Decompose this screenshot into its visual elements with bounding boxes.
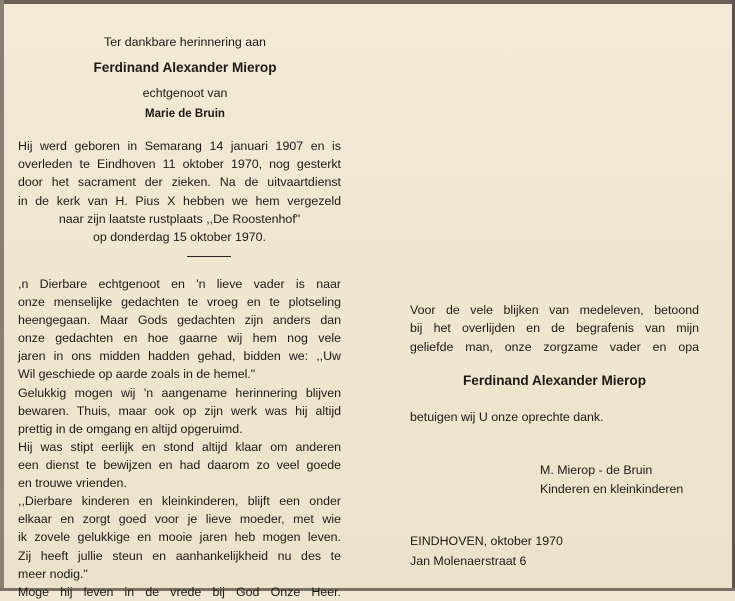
text-line: Zij heeft jullie steun en aanhankelijkheid nu des te [18,549,341,563]
text-line: Moge hij leven in de vrede bij God Onze Heer. [18,585,341,599]
text-line: Hij was stipt eerlijk en stond altijd klaar om anderen [18,440,341,454]
text-line: ,n Dierbare echtgenoot en 'n lieve vader is naar [18,277,341,291]
address: Jan Molenaerstraat 6 [410,554,527,568]
text-line: elkaar en zorgt goed voor je lieve moeder, met wie [18,512,341,526]
text-line: ,,Dierbare kinderen en kleinkinderen, blijft een onder [18,494,341,508]
bio-line: door het sacrament der zieken. Na de uitvaartdienst [18,175,341,189]
card-edge-left [0,0,4,591]
bio-line: overleden te Eindhoven 11 oktober 1970, nog gesterkt [18,157,341,171]
bio-line: Hij werd geboren in Semarang 14 januari 1907 en is [18,139,341,153]
text-line: prettig in de omgang en altijd opgeruimd. [18,422,243,436]
bio-line: in de kerk van H. Pius X hebben we hem vergezeld [18,194,341,208]
intro-line: Ter dankbare herinnering aan [104,35,266,49]
spouse-prefix: echtgenoot van [142,86,228,100]
place-date: EINDHOVEN, oktober 1970 [410,534,563,548]
text-line: onze menselijke gedachten te vroeg en te plotseling [18,295,341,309]
text-line: en trouwe vrienden. [18,476,127,490]
thanks-line: Voor de vele blijken van medeleven, betoond [410,303,699,317]
text-line: bewaren. Thuis, maar ook op zijn werk was hij altijd [18,404,341,418]
text-line: onze gedachten en hoe gaarne wij hem nog vele [18,331,341,345]
spouse-name: Marie de Bruin [145,108,225,120]
text-line: meer nodig." [18,567,88,581]
deceased-name: Ferdinand Alexander Mierop [93,60,277,75]
signature-line: Kinderen en kleinkinderen [540,482,684,496]
text-line: een dienst te bewijzen en had daarom zo veel goede [18,458,341,472]
thanks-line: bij het overlijden en de begrafenis van mijn [410,321,699,335]
thanks-line: geliefde man, onze zorgzame vader en opa [410,340,699,354]
signature-line: M. Mierop - de Bruin [540,463,653,477]
thanks-closing: betuigen wij U onze oprechte dank. [410,410,604,424]
divider-line [187,256,231,257]
text-line: Gelukkig mogen wij 'n aangename herinnering blijven [18,386,341,400]
deceased-name-right: Ferdinand Alexander Mierop [462,373,647,388]
text-line: jaren in ons midden hadden gehad, bidden we: ,,Uw [18,349,341,363]
text-line: heengegaan. Maar Gods gedachten zijn anders dan [18,313,341,327]
text-line: Wil geschiede op aarde zoals in de hemel." [18,367,256,381]
bio-line: op donderdag 15 oktober 1970. [93,230,266,244]
bio-line: naar zijn laatste rustplaats ,,De Roostenhof" [58,212,301,226]
card-edge-top [0,0,735,4]
text-line: ik zovele gelukkige en mooie jaren heb mogen leven. [18,530,341,544]
